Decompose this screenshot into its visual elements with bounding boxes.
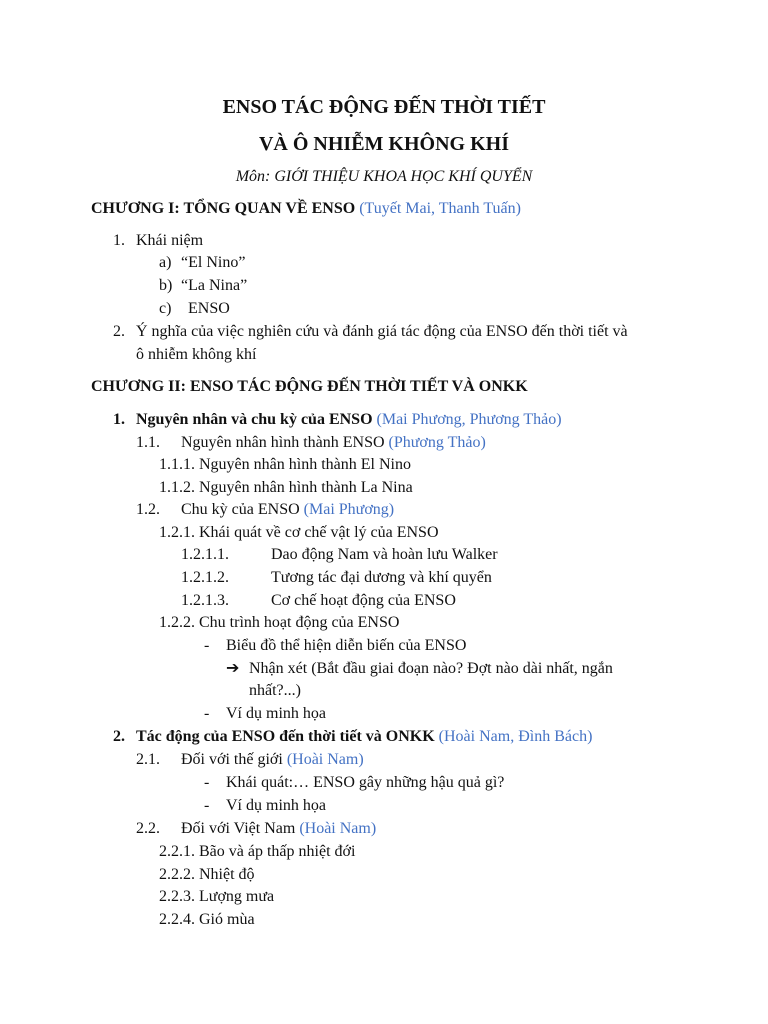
- doc-title-line1: ENSO TÁC ĐỘNG ĐẾN THỜI TIẾT: [222, 96, 546, 118]
- bullet2-text: Ví dụ minh họa: [226, 705, 326, 722]
- ch1-item1-text: Khái niệm: [136, 232, 204, 249]
- ch2-sec222: 2.2.2. Nhiệt độ: [159, 866, 255, 883]
- ch2-sec1211-text: Dao động Nam và hoàn lưu Walker: [271, 546, 498, 563]
- ch2-sec12-num: 1.2.: [136, 501, 160, 518]
- ch2-sec22-num: 2.2.: [136, 820, 160, 837]
- bullet3-text: Khái quát:… ENSO gây những hậu quả gì?: [226, 774, 505, 791]
- ch2-sec11-authors: (Phương Thảo): [388, 434, 486, 451]
- ch2-sec21: [181, 749, 364, 771]
- ch1-item-b-num: b): [159, 277, 173, 294]
- doc-title-line2: VÀ Ô NHIỄM KHÔNG KHÍ: [258, 133, 509, 155]
- ch2-sec11-title: Nguyên nhân hình thành ENSO: [181, 434, 385, 451]
- chapter1-heading: [91, 198, 521, 220]
- ch2-sec11-num: 1.1.: [136, 434, 160, 451]
- ch2-sec1213-num: 1.2.1.3.: [181, 592, 229, 609]
- ch2-sec1-num: 1.: [113, 411, 125, 428]
- ch1-item1-num: 1.: [113, 232, 125, 249]
- ch2-sec1213-text: Cơ chế hoạt động của ENSO: [271, 592, 456, 609]
- ch2-sec1211-num: 1.2.1.1.: [181, 546, 229, 563]
- ch2-sec223: 2.2.3. Lượng mưa: [159, 888, 275, 905]
- ch1-item2-num: 2.: [113, 323, 125, 340]
- ch2-sec1-authors: (Mai Phương, Phương Thảo): [376, 411, 562, 428]
- ch2-sec2: [136, 726, 592, 748]
- ch2-sec112: 1.1.2. Nguyên nhân hình thành La Nina: [159, 479, 413, 496]
- chapter1-authors: (Tuyết Mai, Thanh Tuấn): [359, 200, 521, 217]
- bullet3-dash: -: [204, 774, 210, 791]
- ch1-item-a-num: a): [159, 254, 172, 271]
- ch2-sec2-authors: (Hoài Nam, Đình Bách): [438, 728, 593, 745]
- chapter1-title: CHƯƠNG I: TỔNG QUAN VỀ ENSO: [91, 200, 356, 217]
- bullet1-dash: -: [204, 637, 210, 654]
- ch2-sec2-num: 2.: [113, 728, 125, 745]
- doc-subtitle: Môn: GIỚI THIỆU KHOA HỌC KHÍ QUYỂN: [235, 168, 533, 185]
- ch1-item-c-num: c): [159, 300, 172, 317]
- ch2-sec12-authors: (Mai Phương): [303, 501, 395, 518]
- ch2-sec12: [181, 499, 394, 521]
- ch1-item-c-text: ENSO: [188, 300, 230, 317]
- bullet1-text: Biểu đồ thể hiện diễn biến của ENSO: [226, 637, 467, 654]
- ch2-sec1212-num: 1.2.1.2.: [181, 569, 229, 586]
- ch2-sec21-num: 2.1.: [136, 751, 160, 768]
- ch2-sec122: 1.2.2. Chu trình hoạt động của ENSO: [159, 614, 400, 631]
- ch2-sec12-title: Chu kỳ của ENSO: [181, 501, 300, 518]
- ch2-sec22-authors: (Hoài Nam): [299, 820, 377, 837]
- ch2-sec121: 1.2.1. Khái quát về cơ chế vật lý của ENSO: [159, 524, 439, 541]
- ch2-sec2-title: Tác động của ENSO đến thời tiết và ONKK: [136, 728, 435, 745]
- ch2-sec22: [181, 818, 376, 840]
- ch2-sec111: 1.1.1. Nguyên nhân hình thành El Nino: [159, 456, 411, 473]
- bullet2-dash: -: [204, 705, 210, 722]
- note-line2: nhất?...): [249, 682, 301, 699]
- ch1-item-b-text: “La Nina”: [181, 277, 248, 294]
- bullet4-text: Ví dụ minh họa: [226, 797, 326, 814]
- ch2-sec11: [181, 432, 486, 454]
- ch2-sec221: 2.2.1. Bão và áp thấp nhiệt đới: [159, 843, 356, 860]
- arrow-icon: ➔: [226, 660, 240, 677]
- ch2-sec1: [136, 409, 562, 431]
- bullet4-dash: -: [204, 797, 210, 814]
- ch1-item-a-text: “El Nino”: [181, 254, 246, 271]
- ch2-sec224: 2.2.4. Gió mùa: [159, 911, 255, 928]
- ch2-sec22-title: Đối với Việt Nam: [181, 820, 296, 837]
- ch1-item2-line1: Ý nghĩa của việc nghiên cứu và đánh giá tác động của ENSO đến thời tiết và: [136, 323, 628, 340]
- note-line1: Nhận xét (Bắt đầu giai đoạn nào? Đợt nào dài nhất, ngắn: [249, 660, 613, 677]
- ch1-item2-line2: ô nhiễm không khí: [136, 346, 257, 363]
- ch2-sec21-title: Đối với thế giới: [181, 751, 283, 768]
- chapter2-heading: CHƯƠNG II: ENSO TÁC ĐỘNG ĐẾN THỜI TIẾT VÀ ONKK: [91, 378, 528, 395]
- ch2-sec21-authors: (Hoài Nam): [286, 751, 364, 768]
- ch2-sec1-title: Nguyên nhân và chu kỳ của ENSO: [136, 411, 373, 428]
- ch2-sec1212-text: Tương tác đại dương và khí quyển: [271, 569, 492, 586]
